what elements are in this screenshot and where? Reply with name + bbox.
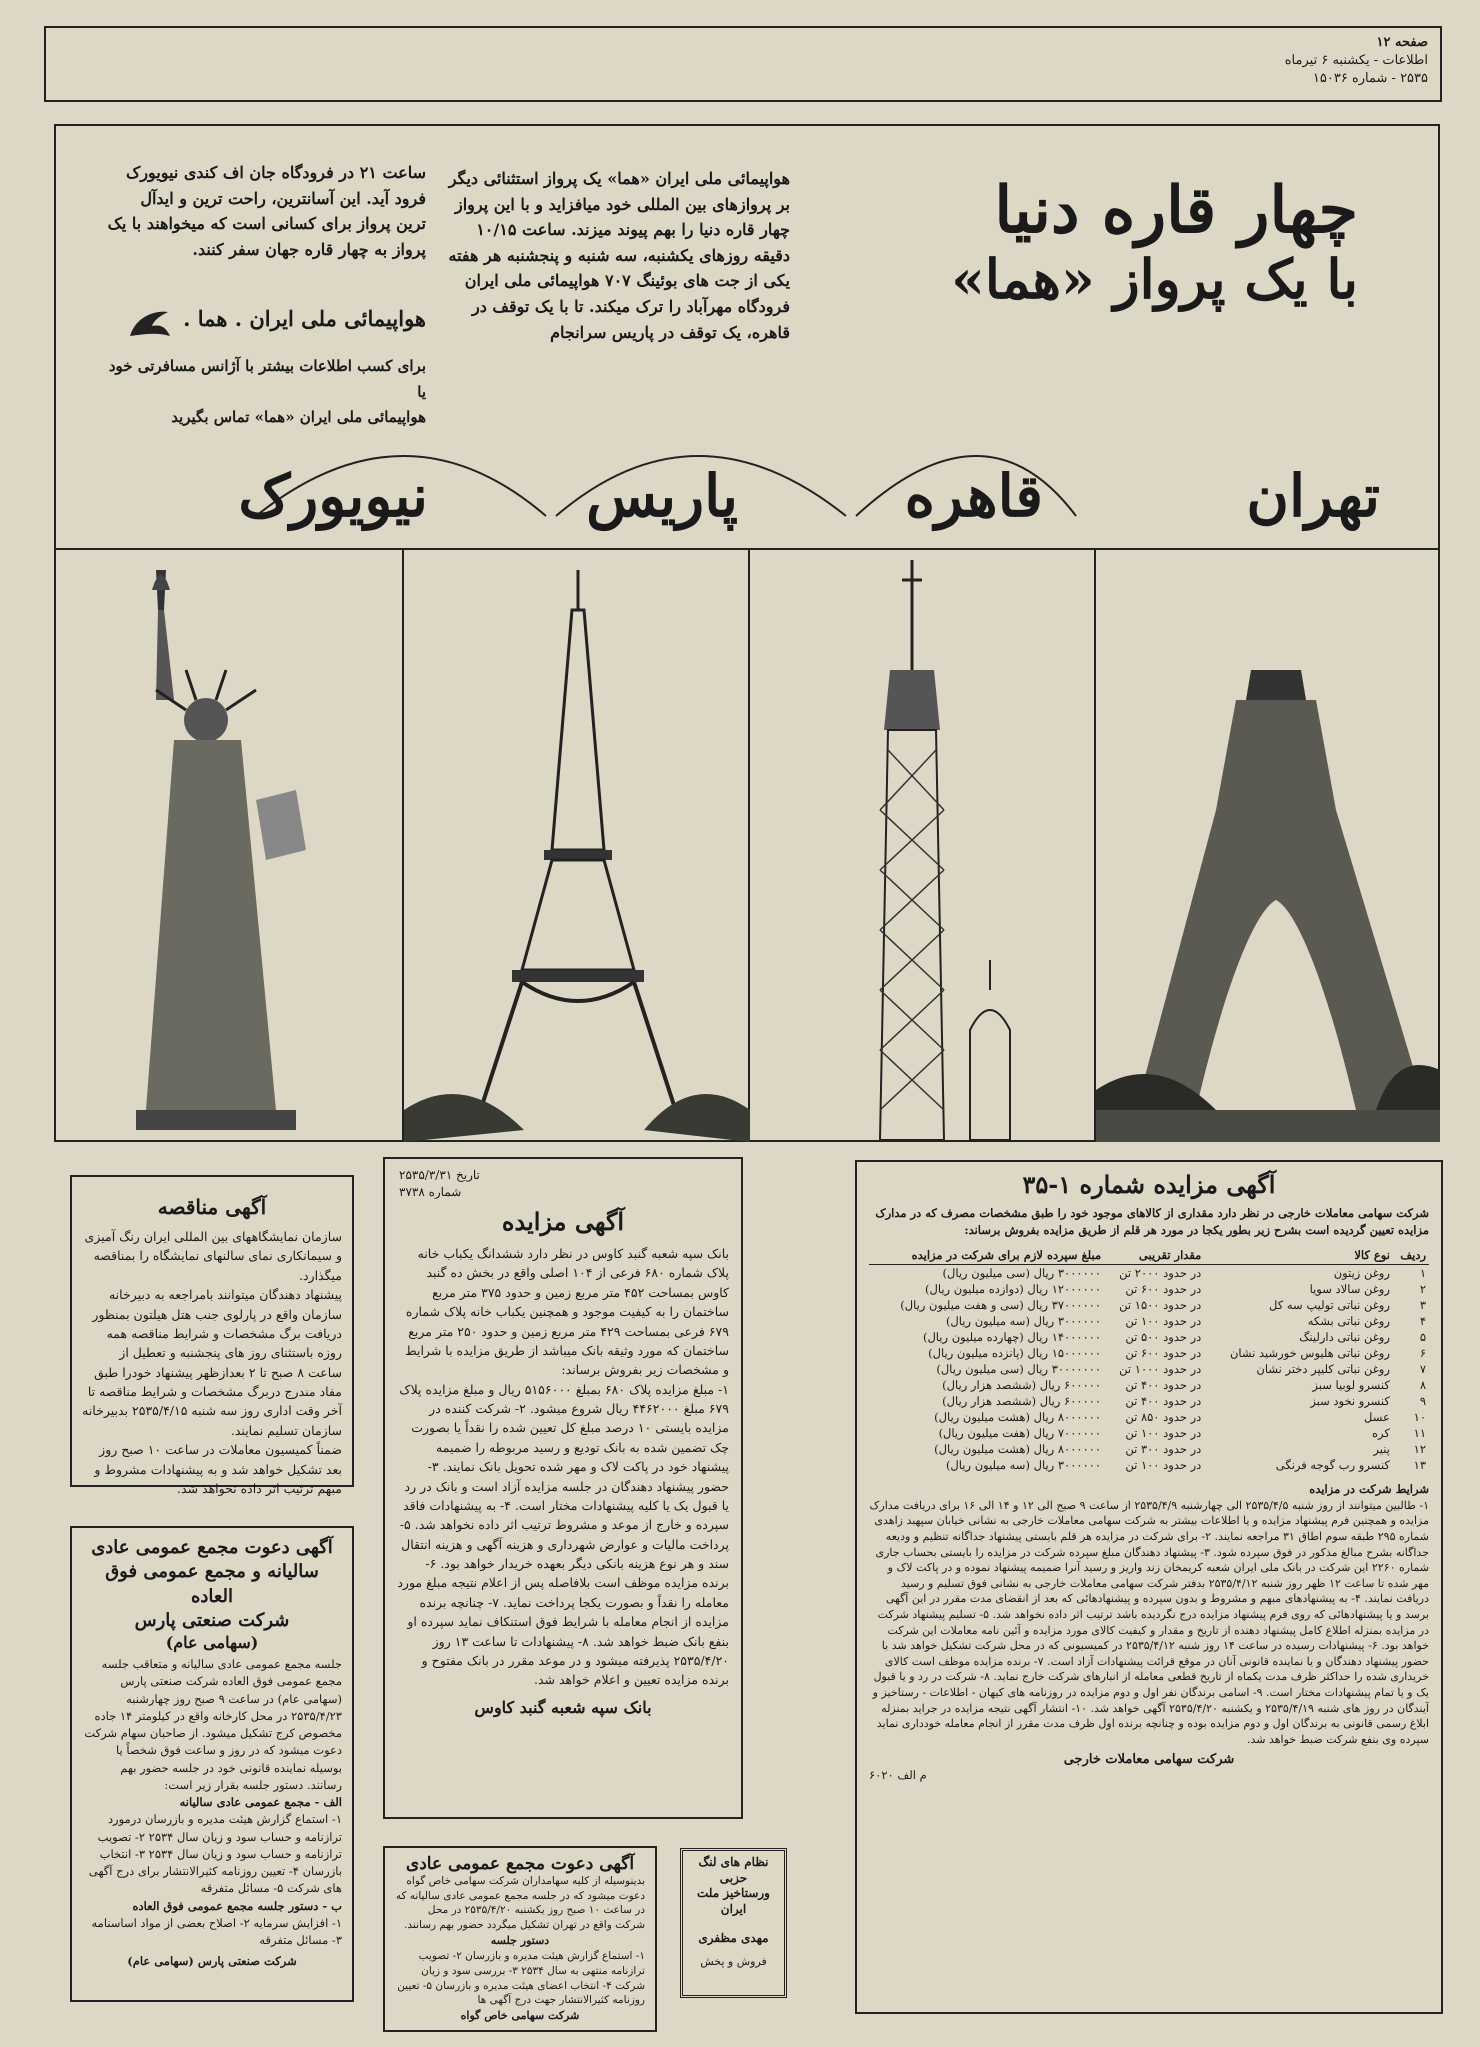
goods-cell: کنسرو رب گوجه فرنگی	[1275, 1457, 1390, 1472]
goods-cell: روغن نباتی بشکه	[1307, 1313, 1390, 1328]
issue-number: ۲۵۳۵ - شماره ۱۵۰۳۶	[1312, 71, 1428, 87]
row-number-cell: ۷	[1419, 1361, 1426, 1376]
deposit-cell: ۶۰۰۰۰۰ ریال (ششصد هزار ریال)	[942, 1393, 1102, 1408]
row-number-cell: ۲	[1419, 1281, 1426, 1296]
row-number-cell: ۱۰	[1413, 1409, 1426, 1424]
pars-meeting-notice	[70, 1526, 354, 2002]
airline-brand	[126, 306, 426, 342]
goods-cell: کنسرو نخود سبز	[1310, 1393, 1390, 1408]
stamp-line-3: مهدی مظفری	[698, 1931, 769, 1946]
ad-body-left: ساعت ۲۱ در فرودگاه جان اف کندی نیویورک فرود آید. این آسانترین، راحت ترین و ایدآل ترین پرواز برای کسانی است که میخواهند با یک پرواز به چهار قاره جهان سفر کنند.	[107, 163, 426, 259]
table-row	[869, 1457, 1429, 1473]
quantity-cell: در حدود ۶۰۰ تن	[1125, 1345, 1202, 1360]
page-meta	[1168, 34, 1428, 89]
quantity-cell: در حدود ۸۵۰ تن	[1125, 1409, 1202, 1424]
quantity-cell: در حدود ۱۰۰ تن	[1125, 1425, 1202, 1440]
deposit-cell: ۸۰۰۰۰۰۰ ریال (هشت میلیون ریال)	[934, 1409, 1102, 1424]
landmark-panels	[56, 548, 1438, 1142]
meeting2-agenda: ۱- استماع گزارش هیئت مدیره و بازرسان ۲- تصویب ترازنامه منتهی به سال ۲۵۳۴ ۳- بررسی سود و زیان شرکت ۴- انتخاب اعضای هیئت مدیره و بازرسان ۵- تعیین روزنامه کثیرالانتشار جهت درج آگهی ها	[397, 1950, 645, 2007]
pars-subtitle: (سهامی عام)	[165, 1633, 259, 1653]
deposit-cell: ۳۰۰۰۰۰۰۰ ریال (سی میلیون ریال)	[936, 1361, 1102, 1376]
pars-body: جلسه مجمع عمومی عادی سالیانه و متعاقب جلسه مجمع عمومی فوق العاده شرکت صنعتی پارس (سهامی عام) در ساعت ۹ صبح روز چهارشنبه ۲۵۳۵/۴/۲۳ در محل کارخانه واقع در کیلومتر ۱۴ جاده مخصوص کرج تشکیل میشود. از صاحبان سهام شرکت دعوت میشود که در روز و ساعت فوق شخصاً یا بوسیله نماینده قانونی خود در جلسه حضور بهم رسانند. دستور جلسه بقرار زیر است:	[84, 1657, 342, 1792]
goods-cell: پنیر	[1373, 1441, 1390, 1456]
auction35-intro: شرکت سهامی معاملات خارجی در نظر دارد مقداری از کالاهای موجود خود را طبق مشخصات مصرف که در مدارک مزایده تعیین گردیده است بشرح زیر بطور یکجا در مورد هر قلم از طریق مزایده بفروش برساند:	[875, 1206, 1429, 1238]
goods-cell: روغن نباتی دارلینگ	[1299, 1329, 1390, 1344]
goods-cell: روغن زیتون	[1333, 1265, 1390, 1280]
auction35-signature: شرکت سهامی معاملات خارجی	[1063, 1751, 1235, 1767]
goods-cell: عسل	[1364, 1409, 1390, 1424]
tender-paragraph-3: ضمناً کمیسیون معاملات در ساعت ۱۰ صبح روز بعد تشکیل خواهد شد و به پیشنهادات مشروط و مبهم ترتیب اثر داده نخواهد شد.	[94, 1442, 342, 1496]
auction35-table-body	[869, 1264, 1429, 1473]
row-number-cell: ۳	[1419, 1297, 1426, 1312]
gavah-meeting-notice	[383, 1846, 657, 2032]
quantity-cell: در حدود ۳۰۰ تن	[1125, 1441, 1202, 1456]
bank-auction-conditions: ۱- مبلغ مزایده پلاک ۶۸۰ بمبلغ ۵۱۵۶۰۰۰ ریال و مبلغ مزایده پلاک ۶۷۹ مبلغ ۴۴۶۲۰۰۰ ریال شروع میشود. ۲- شرکت کننده در مزایده بایستی ۱۰ درصد مبلغ کل تعیین شده را نقداً یا بصورت چک تضمین شده به بانک تودیع و رسید مربوطه را ضمیمه پیشنهاد خود در پاکت لاک و مهر شده تحویل بانک نمایند. ۳- حضور پیشنهاد دهندگان در جلسه مزایده آزاد است و بانک در رد یا قبول یک یا کلیه پیشنهادات مختار است. ۴- به پیشنهادات فاقد سپرده و خارج از موعد و مشروط ترتیب اثر داده نخواهد شد. ۵- پرداخت مالیات و عوارض شهرداری و هزینه آگهی و هزینه انتقال سند و هر نوع هزینه بانکی دیگر بعهده خریدار خواهد بود. ۶- برنده مزایده موظف است بلافاصله پس از اعلام نتیجه مبلغ مورد معامله را نقداً و بصورت یکجا پرداخت نماید. ۷- چنانچه برنده مزایده از انجام معامله با شرایط فوق استنکاف نماید سپرده او بنفع بانک ضبط خواهد شد. ۸- پیشنهادات تا ساعت ۱۳ روز ۲۵۳۵/۴/۲۰ پذیرفته میشود و در موعد مقرر در بانک مفتوح و برنده مزایده تعیین و اعلام خواهد شد.	[397, 1381, 729, 1688]
row-number-cell: ۹	[1419, 1393, 1426, 1408]
cairo-tower-illustration	[750, 550, 1096, 1142]
table-row	[869, 1264, 1429, 1281]
meeting2-title: آگهی دعوت مجمع عمومی عادی	[405, 1854, 635, 1874]
panel-cairo	[748, 550, 1094, 1142]
tender-notice	[70, 1175, 354, 1496]
goods-cell: روغن نباتی هلیوس خورشید نشان	[1229, 1345, 1390, 1360]
city-cairo: قاهره	[904, 462, 1043, 530]
deposit-cell: ۱۴۰۰۰۰۰۰ ریال (چهارده میلیون ریال)	[922, 1329, 1102, 1344]
ad-headline	[798, 174, 1358, 310]
statue-of-liberty-illustration	[56, 550, 402, 1142]
tender-paragraph-1: سازمان نمایشگاههای بین المللی ایران رنگ آمیزی و سیمانکاری نمای سالنهای نمایشگاه را بمناقصه میگذارد.	[84, 1229, 342, 1283]
pars-signature: شرکت صنعتی پارس (سهامی عام)	[127, 1954, 297, 1969]
table-row	[869, 1313, 1429, 1329]
deposit-cell: ۸۰۰۰۰۰۰ ریال (هشت میلیون ریال)	[934, 1441, 1102, 1456]
homa-logo-icon	[126, 306, 172, 342]
table-row	[869, 1393, 1429, 1409]
quantity-cell: در حدود ۲۰۰۰ تن	[1119, 1265, 1202, 1280]
deposit-cell: ۱۲۰۰۰۰۰۰ ریال (دوازده میلیون ریال)	[925, 1281, 1102, 1296]
city-new-york: نیویورک	[238, 462, 428, 530]
table-row	[869, 1329, 1429, 1345]
deposit-cell: ۶۰۰۰۰۰ ریال (ششصد هزار ریال)	[942, 1377, 1102, 1392]
row-number-cell: ۵	[1419, 1329, 1426, 1344]
quantity-cell: در حدود ۵۰۰ تن	[1125, 1329, 1202, 1344]
info-line-2: هواپیمائی ملی ایران «هما» تماس بگیرید	[171, 408, 426, 426]
col-row-number: ردیف	[1393, 1246, 1429, 1265]
auction35-table	[869, 1246, 1429, 1473]
pars-title-1: آگهی دعوت مجمع عمومی عادی	[91, 1537, 333, 1558]
table-row	[869, 1441, 1429, 1457]
table-row	[869, 1345, 1429, 1361]
table-row	[869, 1297, 1429, 1313]
col-quantity: مقدار تقریبی	[1104, 1246, 1204, 1265]
col-goods: نوع کالا	[1204, 1246, 1393, 1265]
quantity-cell: در حدود ۱۰۰۰ تن	[1119, 1361, 1202, 1376]
row-number-cell: ۱	[1419, 1265, 1426, 1280]
table-row	[869, 1361, 1429, 1377]
pars-agenda-b-title: ب - دستور جلسه مجمع عمومی فوق العاده	[132, 1898, 342, 1913]
pars-agenda-b-items: ۱- افزایش سرمایه ۲- اصلاح بعضی از مواد اساسنامه ۳- مسائل متفرقه	[91, 1915, 342, 1948]
goods-cell: روغن نباتی تولیپ سه کل	[1269, 1297, 1390, 1312]
auction35-conditions: ۱- طالبین میتوانند از روز شنبه ۲۵۳۵/۴/۵ الی چهارشنبه ۲۵۳۵/۴/۹ از ساعت ۹ صبح الی ۱۲ و ۱۴ الی ۱۶ برای دریافت مدارک مزایده و همچنین فرم پیشنهاد مزایده و یا اطلاعات بیشتر به شرکت سهامی معاملات خارجی به نشانی خیابان سپهبد زاهدی شماره ۲۹۵ طبقه سوم اطاق ۳۱ مراجعه نمایند. ۲- برای شرکت در مزایده هر قلم بایستی پیشنهاد جداگانه تنظیم و ودیعه جداگانه بشرح مبالغ مذکور در فوق سپرده شود. ۳- پیشنهاد دهندگان مبلغ سپرده شرکت در مزایده را بایستی بحساب جاری شماره ۲۲۶۰ این شرکت در بانک ملی ایران شعبه کریمخان زند واریز و رسید آنرا ضمیمه پیشنهاد نموده و در پاکت لاک و مهر شده تا ساعت ۱۲ ظهر روز شنبه ۲۵۳۵/۴/۱۲ بدفتر شرکت سهامی معاملات خارجی به نشانی فوق تسلیم و رسید دریافت نمایند. ۴- به پیشنهادهای مبهم و مشروط و بدون سپرده و پیشنهادهائی که بعد از انقضای مدت مقرر در این آگهی برسد و یا پیشنهادهائی که روی فرم پیشنهاد مزایده درج نگردیده باشد ترتیب اثر داده نخواهد شد. ۵- تسلیم پیشنهاد شرکت در مزایده بمنزله اطلاع کامل پیشنهاد دهنده از تاریخ و مقدار و کیفیت کالای مورد مزایده و آئین نامه معاملات این شرکت خواهد بود. ۶- پیشنهادات رسیده در ساعت ۱۴ روز شنبه ۲۵۳۵/۴/۱۲ در کمیسیونی که در محل شرکت تشکیل خواهد شد با حضور پیشنهاد دهندگان و یا نماینده قانونی آنان در موقع قرائت پیشنهادات آزاد است. ۷- برنده مزایده موظف است کالای خریداری شده را حداکثر ظرف مدت یکماه از تاریخ قطعی معامله از انبارهای شرکت خارج نماید. ۸- شرکت در رد و یا قبول یک و یا تمام پیشنهادات مختار است. ۹- اسامی برندگان نفر اول و دوم مزایده در روزنامه های کیهان - اطلاعات - رستاخیز و آیندگان در روز های شنبه ۲۵۳۵/۴/۱۹ و یکشنبه ۲۵۳۵/۴/۲۰ آگهی خواهد شد. ۱۰- انتشار آگهی نتیجه مزایده در جراید بمنزله ابلاغ رسمی قانونی به برندگان اول و دوم مزایده بوده و چنانچه برنده اول ظرف مدت مقرر از انجام معامله خودداری نماید سپرده وی بنفع شرکت ضبط خواهد شد.	[869, 1498, 1429, 1746]
goods-cell: کره	[1372, 1425, 1390, 1440]
auction35-code: م الف ۶۰۲۰	[869, 1767, 927, 1782]
bank-ref-number: شماره ۳۷۳۸	[399, 1184, 462, 1199]
pars-agenda-a-title: الف - مجمع عمومی عادی سالیانه	[179, 1795, 342, 1810]
quantity-cell: در حدود ۴۰۰ تن	[1125, 1377, 1202, 1392]
deposit-cell: ۳۷۰۰۰۰۰۰ ریال (سی و هفت میلیون ریال)	[900, 1297, 1102, 1312]
row-number-cell: ۱۲	[1413, 1441, 1426, 1456]
pars-title-3: شرکت صنعتی پارس	[134, 1609, 290, 1631]
row-number-cell: ۴	[1419, 1313, 1426, 1328]
deposit-cell: ۱۵۰۰۰۰۰۰ ریال (پانزده میلیون ریال)	[928, 1345, 1102, 1360]
goods-cell: روغن سالاد سویا	[1309, 1281, 1390, 1296]
auction-35-notice	[855, 1160, 1443, 2014]
bank-auction-body: بانک سپه شعبه گنبد کاوس در نظر دارد ششدانگ یکباب خانه پلاک شماره ۶۸۰ فرعی از ۱۰۴ اصلی واقع در بخش ده گنبد کاوس بمساحت ۴۵۲ متر مربع زمین و حدود ۳۷۵ متر مربع ساختمان را به کیفیت موجود و همچنین یکباب خانه پلاک شماره ۶۷۹ فرعی بمساحت ۴۲۹ متر مربع زمین و حدود ۲۵۰ متر مربع ساختمان که مورد وثیقه بانک میباشد از طریق مزایده با شرایط و مشخصات زیر بفروش برساند:	[405, 1246, 729, 1378]
pars-title-2: سالیانه و مجمع عمومی فوق العاده	[105, 1561, 319, 1607]
deposit-cell: ۳۰۰۰۰۰۰ ریال (سه میلیون ریال)	[945, 1457, 1102, 1472]
quantity-cell: در حدود ۱۰۰ تن	[1125, 1313, 1202, 1328]
ad-body-right: هواپیمائی ملی ایران «هما» یک پرواز استثنائی دیگر بر پروازهای بین المللی خود میافزاید و با این پرواز چهار قاره دنیا را بهم پیوند میزند. ساعت ۱۰/۱۵ دقیقه روزهای یکشنبه، سه شنبه و پنجشنبه هر هفته یکی از جت های بوئینگ ۷۰۷ هواپیمائی ملی ایران فرودگاه مهرآباد را ترک میکند. تا با یک توقف در قاهره، یک توقف در پاریس سرانجام	[448, 169, 790, 342]
airline-name: هواپیمائی ملی ایران . هما .	[183, 306, 426, 331]
table-row	[869, 1409, 1429, 1425]
panel-paris	[402, 550, 748, 1142]
quantity-cell: در حدود ۴۰۰ تن	[1125, 1393, 1202, 1408]
headline-four-continents: چهار قاره دنیا	[994, 173, 1358, 248]
auction35-title: آگهی مزایده شماره ۱-۳۵	[1022, 1170, 1276, 1199]
meeting2-body: بدینوسیله از کلیه سهامداران شرکت سهامی خاص گواه دعوت میشود که در جلسه مجمع عمومی عادی سالیانه که در ساعت ۱۰ صبح روز یکشنبه ۲۵۳۵/۴/۲۰ در محل شرکت واقع در تهران تشکیل میگردد حضور بهم رسانند.	[395, 1875, 645, 1932]
table-row	[869, 1425, 1429, 1441]
table-header-row	[869, 1246, 1429, 1265]
panel-tehran	[1094, 550, 1438, 1142]
quantity-cell: در حدود ۱۵۰۰ تن	[1119, 1297, 1202, 1312]
deposit-cell: ۳۰۰۰۰۰۰ ریال (سه میلیون ریال)	[945, 1313, 1102, 1328]
meeting2-signature: شرکت سهامی خاص گواه	[460, 2009, 580, 2022]
deposit-cell: ۷۰۰۰۰۰۰ ریال (هفت میلیون ریال)	[938, 1425, 1102, 1440]
auction35-conditions-title: شرایط شرکت در مزایده	[1309, 1481, 1429, 1496]
eiffel-tower-illustration	[404, 550, 750, 1142]
azadi-tower-illustration	[1096, 550, 1440, 1142]
row-number-cell: ۱۳	[1413, 1457, 1426, 1472]
table-row	[869, 1377, 1429, 1393]
pars-agenda-a-items: ۱- استماع گزارش هیئت مدیره و بازرسان درمورد ترازنامه و حساب سود و زیان سال ۲۵۳۴ ۲- تصویب ترازنامه و حساب سود و زیان سال ۲۵۳۴ ۳- انتخاب بازرسان ۴- تعیین روزنامه کثیرالانتشار برای درج آگهی های شرکت ۵- مسائل متفرقه	[88, 1812, 342, 1896]
table-row	[869, 1281, 1429, 1297]
goods-cell: روغن نباتی کلیپر دختر نشان	[1256, 1361, 1390, 1376]
publisher-stamp	[680, 1848, 787, 1998]
bank-date-block	[399, 1167, 480, 1201]
goods-cell: کنسرو لوبیا سبز	[1312, 1377, 1390, 1392]
bank-auction-notice	[383, 1157, 743, 1819]
paper-date-line: اطلاعات - یکشنبه ۶ تیرماه	[1284, 53, 1428, 69]
tender-paragraph-2: پیشنهاد دهندگان میتوانند بامراجعه به دبیرخانه سازمان واقع در پارلوی جنب هتل هیلتون بمنظور دریافت برگ مشخصات و شرایط مناقصه همه روزه باستثنای روز های پنجشنبه و تعطیل از ساعت ۸ صبح تا ۲ بعدازظهر پیشنهاد خودرا طبق مفاد مندرج دربرگ مشخصات و شرایط مناقصه تا آخر وقت اداری روز سه شنبه ۲۵۳۵/۴/۱۵ بدبیرخانه سازمان تسلیم نمایند.	[82, 1287, 342, 1438]
homa-airline-ad	[54, 124, 1440, 1142]
deposit-cell: ۳۰۰۰۰۰۰ ریال (سی میلیون ریال)	[942, 1265, 1102, 1280]
info-line-1: برای کسب اطلاعات بیشتر با آژانس مسافرتی خود یا	[108, 357, 426, 401]
stamp-line-1: نظام های لنگ حزبی	[698, 1855, 769, 1885]
page-header	[44, 26, 1442, 102]
stamp-line-2: ورستاخیز ملت ایران	[697, 1886, 770, 1916]
bank-date: تاریخ ۲۵۳۵/۳/۳۱	[399, 1168, 480, 1182]
page-number: صفحه ۱۲	[1376, 35, 1428, 50]
city-tehran: تهران	[1246, 462, 1380, 530]
headline-one-flight: با یک پرواز «هما»	[951, 246, 1358, 311]
quantity-cell: در حدود ۱۰۰ تن	[1125, 1457, 1202, 1472]
city-paris: پاریس	[586, 462, 738, 530]
row-number-cell: ۱۱	[1413, 1425, 1426, 1440]
panel-new-york	[56, 550, 402, 1142]
quantity-cell: در حدود ۶۰۰ تن	[1125, 1281, 1202, 1296]
col-deposit: مبلغ سپرده لازم برای شرکت در مزایده	[869, 1246, 1104, 1265]
bank-signature: بانک سپه شعبه گنبد کاوس	[474, 1697, 652, 1717]
meeting2-agenda-title: دستور جلسه	[490, 1933, 550, 1947]
row-number-cell: ۶	[1419, 1345, 1426, 1360]
bank-auction-title: آگهی مزایده	[501, 1207, 625, 1236]
row-number-cell: ۸	[1419, 1377, 1426, 1392]
stamp-line-4: فروش و پخش	[700, 1955, 767, 1969]
tender-title: آگهی مناقصه	[157, 1195, 267, 1219]
